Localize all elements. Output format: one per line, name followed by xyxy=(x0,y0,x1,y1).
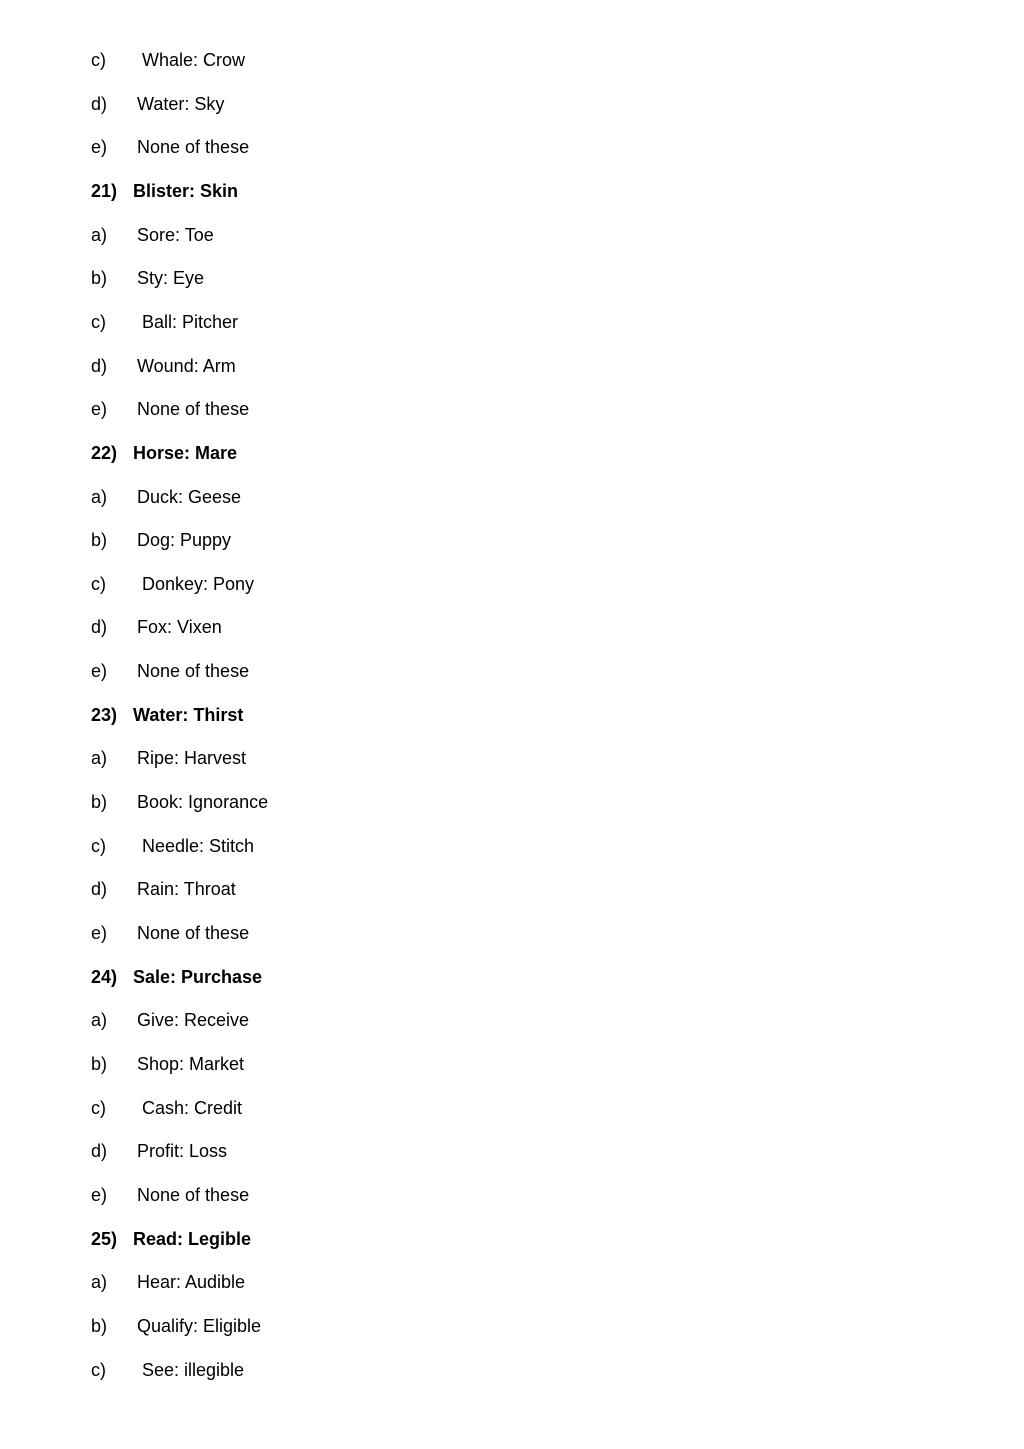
question-text: Horse: Mare xyxy=(133,442,238,463)
option-text: None of these xyxy=(137,661,250,682)
option-letter: a) xyxy=(91,1272,108,1293)
question-number: 24) xyxy=(91,966,118,987)
option-text: Water: Sky xyxy=(137,93,225,114)
option-letter: d) xyxy=(91,879,108,900)
option-text: Ball: Pitcher xyxy=(142,311,239,332)
option-letter: b) xyxy=(91,1053,108,1074)
option-text: See: illegible xyxy=(142,1359,245,1380)
option-text: Rain: Throat xyxy=(137,879,236,900)
option-text: Hear: Audible xyxy=(137,1272,246,1293)
question-text: Blister: Skin xyxy=(133,180,239,201)
option-text: Donkey: Pony xyxy=(142,573,255,594)
option-letter: e) xyxy=(91,399,108,420)
question-number: 23) xyxy=(91,704,118,725)
option-text: Shop: Market xyxy=(137,1053,245,1074)
option-letter: d) xyxy=(91,355,108,376)
option-letter: b) xyxy=(91,792,108,812)
option-letter: c) xyxy=(91,573,106,594)
option-letter: e) xyxy=(91,923,108,943)
option-text: Ripe: Harvest xyxy=(137,748,247,769)
option-text: Duck: Geese xyxy=(137,486,242,507)
question-number: 22) xyxy=(91,442,118,463)
question-number: 21) xyxy=(91,180,118,201)
option-text: Cash: Credit xyxy=(142,1097,243,1118)
option-text: None of these xyxy=(137,1184,250,1205)
option-text: Fox: Vixen xyxy=(137,617,222,638)
option-text: None of these xyxy=(137,137,250,158)
option-letter: c) xyxy=(91,50,106,70)
option-letter: c) xyxy=(91,835,106,856)
option-letter: c) xyxy=(91,311,106,332)
option-letter: b) xyxy=(91,1315,108,1336)
option-letter: e) xyxy=(91,137,108,158)
option-text: Needle: Stitch xyxy=(142,835,255,856)
option-letter: c) xyxy=(91,1097,106,1118)
option-text: Profit: Loss xyxy=(137,1141,228,1162)
question-text: Read: Legible xyxy=(133,1228,252,1249)
option-letter: a) xyxy=(91,486,108,507)
option-letter: e) xyxy=(91,1184,108,1205)
option-text: Sore: Toe xyxy=(137,224,214,245)
option-text: Qualify: Eligible xyxy=(137,1315,262,1336)
option-letter: b) xyxy=(91,268,108,289)
option-letter: b) xyxy=(91,530,108,551)
option-letter: e) xyxy=(91,661,108,682)
question-text: Water: Thirst xyxy=(133,704,244,725)
option-letter: d) xyxy=(91,617,108,638)
option-text: Dog: Puppy xyxy=(137,530,232,551)
option-text: Book: Ignorance xyxy=(137,792,269,812)
question-text: Sale: Purchase xyxy=(133,966,263,987)
option-text: None of these xyxy=(137,399,250,420)
option-letter: a) xyxy=(91,748,108,769)
question-number: 25) xyxy=(91,1228,118,1249)
option-text: Sty: Eye xyxy=(137,268,205,289)
option-text: Wound: Arm xyxy=(137,355,236,376)
option-letter: d) xyxy=(91,1141,108,1162)
option-text: Whale: Crow xyxy=(142,50,246,70)
option-text: Give: Receive xyxy=(137,1010,250,1031)
option-letter: a) xyxy=(91,1010,108,1031)
option-letter: a) xyxy=(91,224,108,245)
option-letter: d) xyxy=(91,93,108,114)
option-text: None of these xyxy=(137,923,250,943)
option-letter: c) xyxy=(91,1359,106,1380)
